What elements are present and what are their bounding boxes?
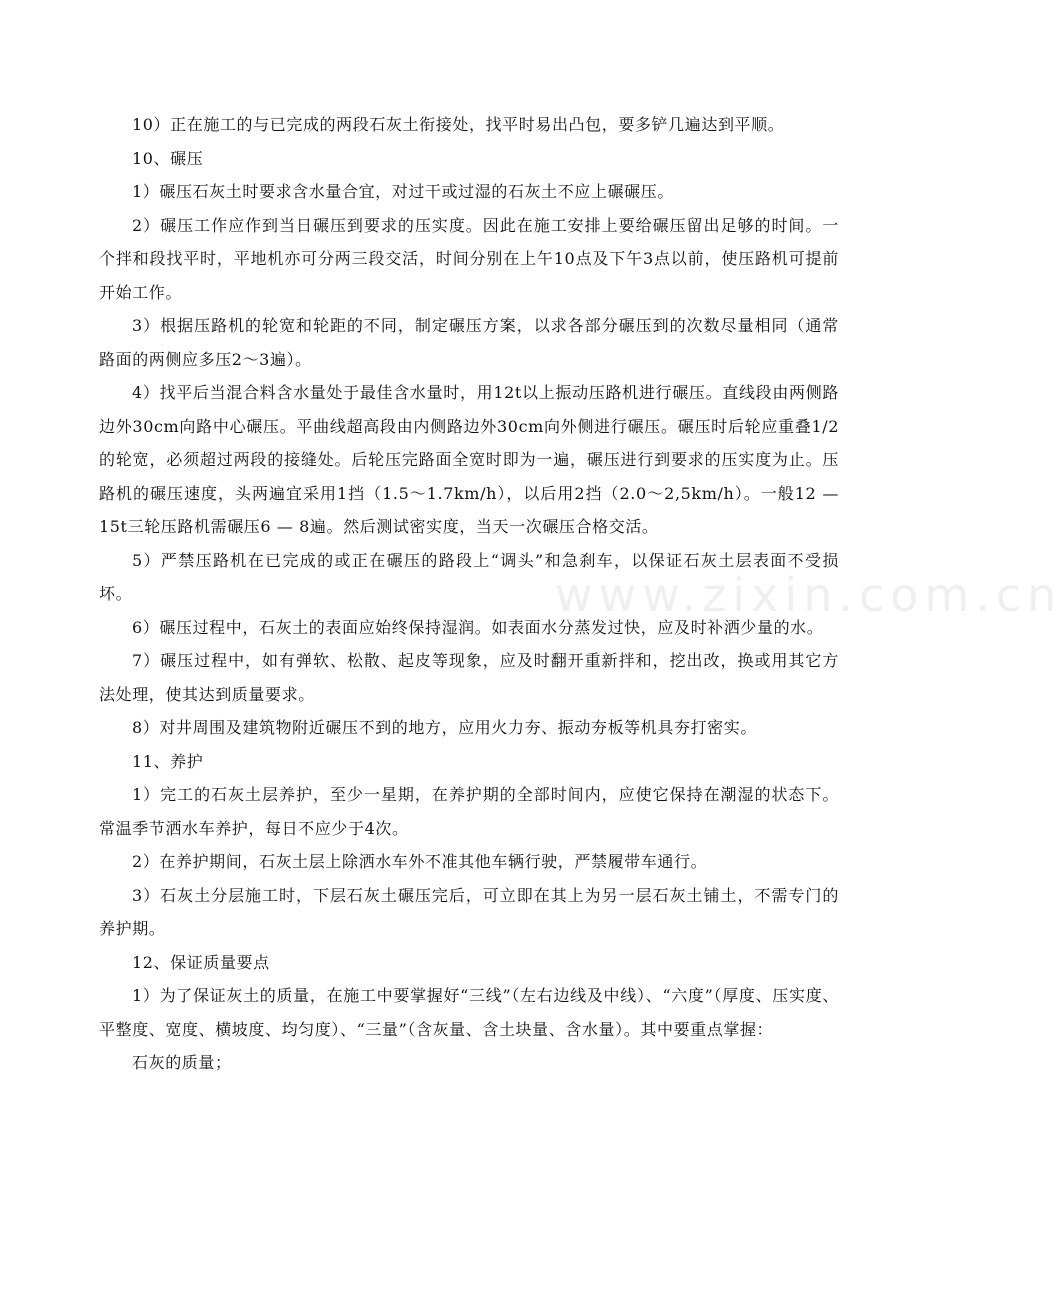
section-heading-quality: 12、保证质量要点	[132, 952, 270, 972]
paragraph-rolling-3: 3）根据压路机的轮宽和轮距的不同，制定碾压方案，以求各部分碾压到的次数尽量相同（通常路面的两侧应多压2～3遍）。	[99, 316, 839, 369]
paragraph-rolling-2: 2）碾压工作应作到当日碾压到要求的压实度。因此在施工安排上要给碾压留出足够的时间。一个拌和段找平时，平地机亦可分两三段交活，时间分别在上午10点及下午3点以前，使压路机可提前开始工作。	[99, 215, 839, 302]
section-heading-rolling: 10、碾压	[132, 148, 204, 168]
paragraph-item-10-seam: 10）正在施工的与已完成的两段石灰土衔接处，找平时易出凸包，要多铲几遍达到平顺。	[132, 115, 785, 134]
paragraph-rolling-4: 4）找平后当混合料含水量处于最佳含水量时，用12t以上振动压路机进行碾压。直线段由两侧路边外30cm向路中心碾压。平曲线超高段由内侧路边外30cm向外侧进行碾压。碾压时后轮应重叠1/2的轮宽，必须超过两段的接缝处。后轮压完路面全宽时即为一遍，碾压进行到要求的压实度为止。压路机的碾压速度，头两遍宜采用1挡（1.5～1.7km/h），以后用2挡（2.0～2,5km/h）。一般12 —15t三轮压路机需碾压6 — 8遍。然后测试密实度，当天一次碾压合格交活。	[99, 383, 839, 536]
paragraph-curing-2: 2）在养护期间，石灰土层上除洒水车外不准其他车辆行驶，严禁履带车通行。	[132, 852, 708, 871]
paragraph-rolling-6: 6）碾压过程中，石灰土的表面应始终保持湿润。如表面水分蒸发过快，应及时补洒少量的水。	[132, 617, 824, 637]
document-body	[99, 108, 839, 1080]
paragraph-rolling-5: 5）严禁压路机在已完成的或正在碾压的路段上“调头”和急刹车，以保证石灰土层表面不受损坏。	[99, 550, 839, 603]
paragraph-lime-quality: 石灰的质量；	[132, 1053, 232, 1072]
paragraph-rolling-7: 7）碾压过程中，如有弹软、松散、起皮等现象，应及时翻开重新拌和，挖出改，换或用其它方法处理，使其达到质量要求。	[99, 651, 839, 704]
watermark-text: www.zixin.com.cn	[555, 568, 1062, 622]
paragraph-curing-1: 1）完工的石灰土层养护，至少一星期，在养护期的全部时间内，应使它保持在潮湿的状态下。常温季节洒水车养护，每日不应少于4次。	[99, 785, 839, 838]
paragraph-rolling-1: 1）碾压石灰土时要求含水量合宜，对过干或过湿的石灰土不应上碾碾压。	[132, 182, 674, 201]
paragraph-quality-1: 1）为了保证灰土的质量，在施工中要掌握好“三线”（左右边线及中线）、“六度”（厚度、压实度、平整度、宽度、横坡度、均匀度）、“三量”（含灰量、含土块量、含水量）。其中要重点掌握：	[99, 986, 839, 1039]
paragraph-rolling-8: 8）对井周围及建筑物附近碾压不到的地方，应用火力夯、振动夯板等机具夯打密实。	[132, 718, 757, 737]
paragraph-curing-3: 3）石灰土分层施工时，下层石灰土碾压完后，可立即在其上为另一层石灰土铺土，不需专门的养护期。	[99, 885, 839, 938]
section-heading-curing: 11、养护	[132, 751, 204, 771]
